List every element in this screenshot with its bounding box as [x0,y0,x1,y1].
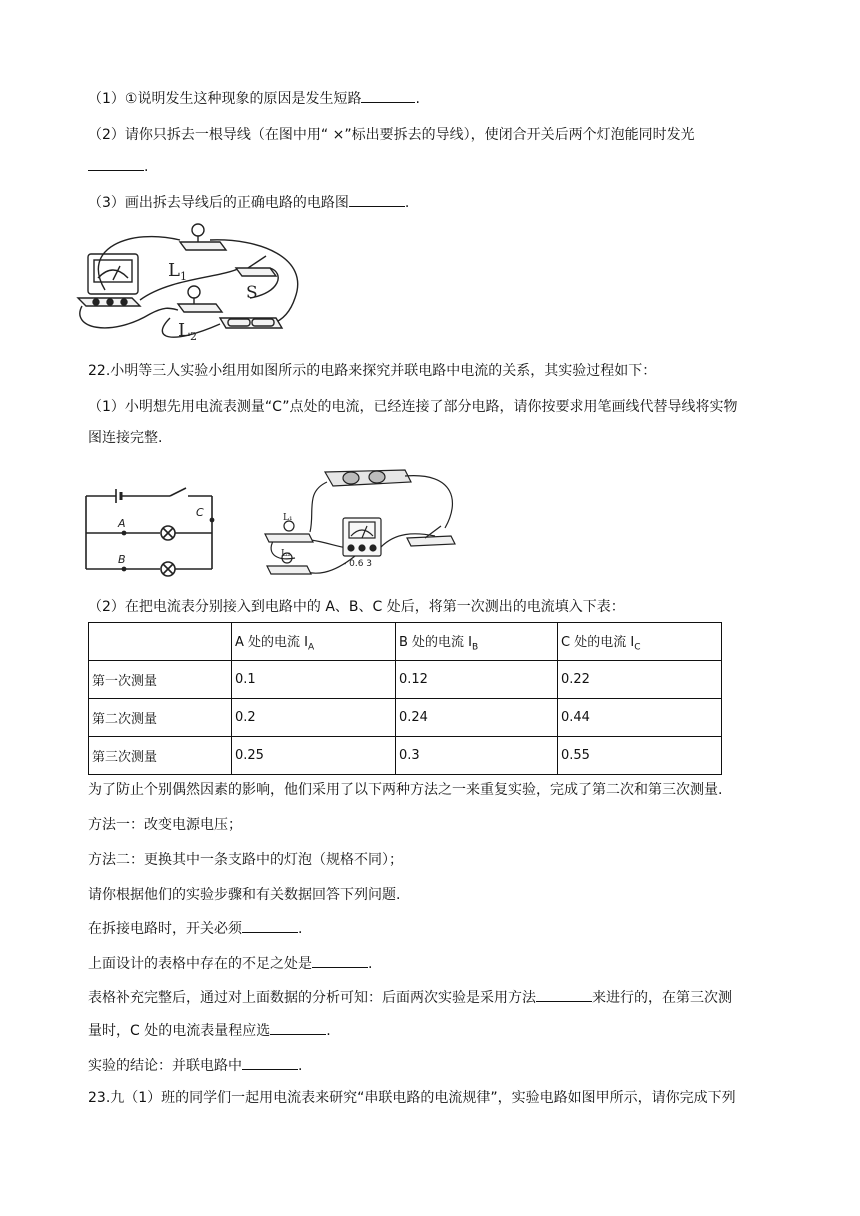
table-header-row [89,623,722,661]
table-cell: 第二次测量 [89,699,232,737]
table-cell: 第一次测量 [89,661,232,699]
s3-text: 表格补充完整后，通过对上面数据的分析可知：后面两次实验是采用方法 [88,990,536,1006]
table-cell: 0.55 [558,737,722,775]
lamp-l1-bulb [192,224,204,236]
q22-after-table [88,780,722,800]
q22-part1-text: （1）小明想先用电流表测量“C”点处的电流，已经连接了部分电路，请你按要求用笔画线代替导线将实物 [88,399,738,415]
table-row [89,699,722,737]
answer-blank[interactable] [242,918,298,933]
q23-intro [88,1088,736,1108]
ammeter-terminal-labels: - 0.6 3 [343,559,373,569]
switch-base [236,268,276,276]
label-l1: $L_1$ [168,260,187,283]
lamp-l1-base [180,242,226,250]
answer-blank[interactable] [88,156,144,171]
period: . [415,91,420,107]
lamp-l1-base [265,534,313,542]
current-measurement-table [88,622,722,775]
answer-blank[interactable] [242,1055,298,1070]
q22-ask [88,885,400,905]
q21-apparatus-figure [70,218,310,350]
table-header-cell: B 处的电流 $I_B$ [396,623,558,661]
q22-s3 [88,987,732,1008]
q22-intro-text: 22.小明等三人实验小组用如图所示的电路来探究并联电路中电流的关系，其实验过程如下： [88,363,657,379]
q22-s3-cont [88,1020,331,1041]
period: . [368,956,373,972]
q22-part1-text-cont: 图连接完整. [88,430,163,446]
s3-text-cont: 来进行的，在第三次测 [592,990,732,1006]
q21-part2 [88,125,695,145]
answer-blank[interactable] [270,1020,326,1035]
table-row [89,661,722,699]
table-cell: 0.2 [232,699,396,737]
q21-part2-cont [88,156,148,177]
q22-s2 [88,953,372,974]
s4-text: 实验的结论：并联电路中 [88,1058,242,1074]
answer-blank[interactable] [349,192,405,207]
table-header-cell: C 处的电流 $I_C$ [558,623,722,661]
q22-after-text: 为了防止个别偶然因素的影响，他们采用了以下两种方法之一来重复实验，完成了第二次和第三次测量. [88,782,723,798]
label-l2: L₂ [281,549,291,559]
label-b: B [118,553,126,566]
label-l1: L₁ [283,513,293,523]
period: . [326,1023,331,1039]
q22-part2-text: （2）在把电流表分别接入到电路中的 A、B、C 处后，将第一次测出的电流填入下表： [88,599,625,615]
q23-text: 23.九（1）班的同学们一起用电流表来研究“串联电路的电流规律”，实验电路如图甲所示，请你完成下列 [88,1090,736,1106]
table-header-cell: A 处的电流 $I_A$ [232,623,396,661]
q21-part3 [88,192,409,213]
table-cell: 0.22 [558,661,722,699]
label-a: A [118,517,126,530]
q21-part3-text: （3）画出拆去导线后的正确电路的电路图 [88,195,349,211]
lamp-l2-base [267,566,311,574]
q21-part1-text: （1）①说明发生这种现象的原因是发生短路 [88,91,362,107]
q22-part2 [88,597,625,617]
table-cell: 0.24 [396,699,558,737]
table-cell: 第三次测量 [89,737,232,775]
table-cell: 0.1 [232,661,396,699]
answer-blank[interactable] [361,88,415,103]
wire [80,306,178,328]
answer-blank[interactable] [312,953,368,968]
wire [140,268,240,300]
period: . [144,159,149,175]
period: . [298,1058,303,1074]
q22-intro [88,361,656,381]
q22-method2 [88,850,403,870]
q21-part1 [88,88,420,109]
ask-text: 请你根据他们的实验步骤和有关数据回答下列问题. [88,887,401,903]
q22-s4 [88,1055,302,1076]
table-cell: 0.3 [396,737,558,775]
q22-apparatus-figure [255,462,470,584]
method2-text: 方法二：更换其中一条支路中的灯泡（规格不同）； [88,852,403,868]
s1-text: 在拆接电路时，开关必须 [88,921,242,937]
switch [407,536,455,546]
q22-s1 [88,918,302,939]
table-cell: 0.25 [232,737,396,775]
q22-circuit-diagram [84,486,224,578]
period: . [404,195,410,211]
table-cell: 0.44 [558,699,722,737]
q21-part2-text: （2）请你只拆去一根导线（在图中用“ ×”标出要拆去的导线），使闭合开关后两个灯泡能同时发光 [88,127,695,143]
table-row [89,737,722,775]
answer-blank[interactable] [536,987,592,1002]
label-s: S [246,283,258,303]
q22-method1 [88,815,242,835]
s3c-text: 量时，C 处的电流表量程应选 [88,1023,271,1039]
battery-holder [325,470,411,486]
method1-text: 方法一：改变电源电压； [88,817,242,833]
period: . [298,921,303,937]
table-header-cell [89,623,232,661]
q22-part1-cont [88,428,162,448]
q22-part1 [88,397,737,417]
lamp-l2-bulb [188,286,200,298]
label-l2: $L_2$ [178,320,197,343]
table-cell: 0.12 [396,661,558,699]
lamp-l2-base [178,304,222,312]
switch-blade [170,488,186,496]
s2-text: 上面设计的表格中存在的不足之处是 [88,956,312,972]
label-c: C [196,506,204,519]
